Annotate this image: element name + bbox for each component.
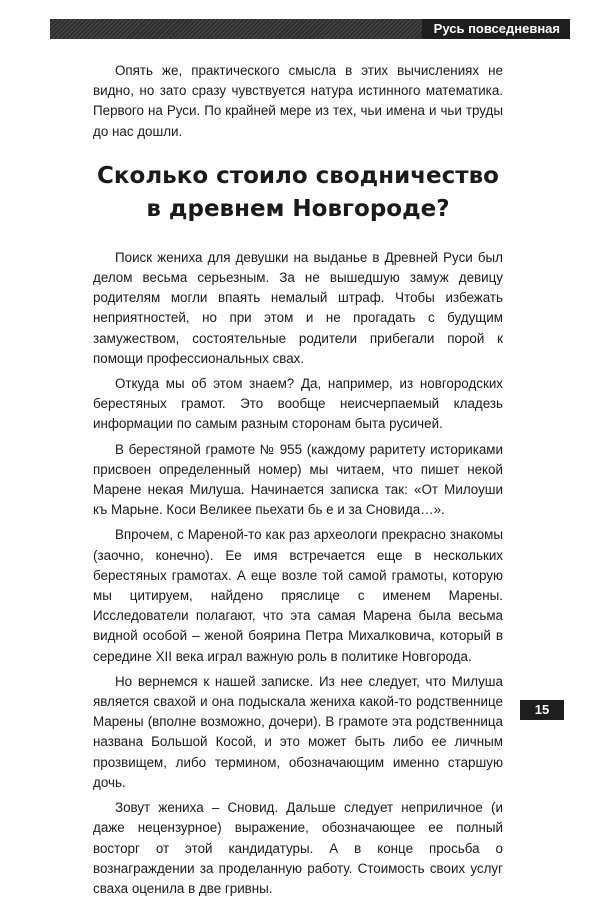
chapter-title (93, 160, 503, 226)
page-body (93, 61, 503, 904)
body-paragraph: Поиск жениха для девушки на выданье в Древней Руси был делом весьма серьезным. За не вышедшую замуж девицу родителям могли впаять немалый штраф. Чтобы избежать неприятностей, но при этом и не прогадать с будущим замужеством, состоятельные родители прибегали порой к помощи профессиональных свах. (93, 249, 503, 366)
running-header-bar (50, 19, 570, 39)
body-paragraph: Зовут жениха – Сновид. Дальше следует неприличное (и даже нецензурное) выражение, обозначающее ее полный восторг от этой кандидатуры. А в конце просьба о вознаграждении за проделанную работу. Стоимость своих услуг сваха оценила в две гривны. (93, 800, 503, 896)
body-paragraph: Откуда мы об этом знаем? Да, например, из новгородских берестяных грамот. Это вообще неисчерпаемый кладезь информации по самым разным сторонам быта русичей. (93, 376, 503, 432)
intro-paragraph: Опять же, практического смысла в этих вычислениях не видно, но зато сразу чувствуется натура истинного математика. Первого на Руси. По крайней мере из тех, чьи имена и чьи труды до нас дошли. (93, 63, 503, 139)
running-header-title: Русь повседневная (422, 19, 570, 39)
body-paragraph: В берестяной грамоте № 955 (каждому раритету историками присвоен определенный номер) мы читаем, что пишет некой Марене некая Милуша. Начинается записка так: «От Милоуши къ Марьне. Коси Великее пьехати бь е и за Сновида…». (93, 441, 503, 518)
chapter-title-line-2: в древнем Новгороде? (146, 195, 450, 222)
body-paragraph: Впрочем, с Мареной-то как раз археологи прекрасно знакомы (заочно, конечно). Ее имя встречается еще в нескольких берестяных грамотах. А еще возле той самой грамоты, которую мы цитируем, найдено пряслице с именем Марены. Исследователи полагают, что эта самая Марена была весьма видной особой – женой боярина Петра Михалковича, который в середине XII века играл важную роль в политике Новгорода. (93, 527, 503, 664)
chapter-title-line-1: Сколько стоило сводничество (97, 162, 499, 189)
page-number: 15 (520, 700, 564, 720)
body-paragraph: Но вернемся к нашей записке. Из нее следует, что Милуша является свахой и она подыскала жениха какой-то родственнице Марены (вполне возможно, дочери). В грамоте эта родственница названа Большой Косой, и это может быть либо ее личным прозвищем, либо термином, обозначающим именно старшую дочь. (93, 673, 503, 790)
